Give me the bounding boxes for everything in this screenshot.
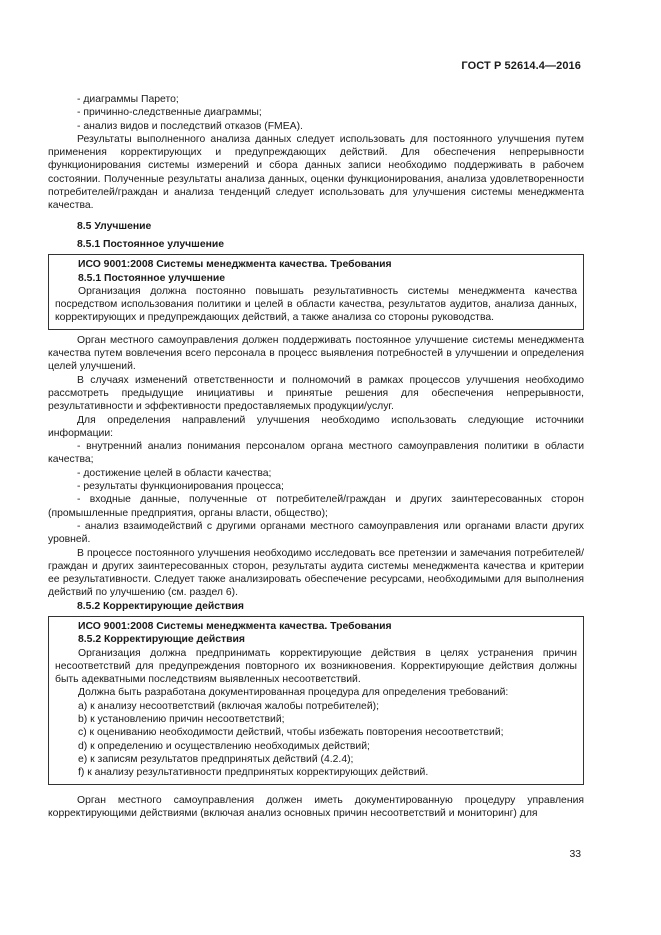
list-item: - входные данные, полученные от потребителей/граждан и других заинтересованных сторон (промышленные предприятия, органы власти, общество); <box>48 494 584 519</box>
quote-box-item: e) к записям результатов предпринятых действий (4.2.4); <box>78 753 354 765</box>
quote-box-text: Должна быть разработана документированная процедура для определения требований: <box>78 687 509 699</box>
list-item: - причинно-следственные диаграммы; <box>77 107 262 119</box>
document-code-header: ГОСТ Р 52614.4—2016 <box>461 60 581 72</box>
quote-box-item: f) к анализу результативности предпринятых корректирующих действий. <box>78 767 429 779</box>
quote-box-subtitle: 8.5.1 Постоянное улучшение <box>78 272 226 284</box>
quote-box-subtitle: 8.5.2 Корректирующие действия <box>78 634 245 646</box>
quote-box-item: d) к определению и осуществлению необходимых действий; <box>78 740 370 752</box>
quote-box-item: a) к анализу несоответствий (включая жалобы потребителей); <box>78 700 379 712</box>
section-heading-8-5-2: 8.5.2 Корректирующие действия <box>77 600 244 612</box>
list-item: - достижение целей в области качества; <box>77 467 272 479</box>
paragraph: Орган местного самоуправления должен иметь документированную процедуру управления корректирующими действиями (включая анализ основных причин несоответствий и мониторинг) для <box>48 794 584 819</box>
quote-box-title: ИСО 9001:2008 Системы менеджмента качества. Требования <box>78 259 392 271</box>
iso-quote-box-8-5-1 <box>48 254 584 329</box>
paragraph: Результаты выполненного анализа данных следует использовать для постоянного улучшения путем применения корректирующих и предупреждающих действий. Для обеспечения непрерывности функционирования системы измерений и сбора данных записи необходимо поддерживать в рабочем состоянии. Полученные результаты анализа данных, оценки функционирования, анализа удовлетворенности потребителей/граждан и анализа тенденций следует использовать для улучшения системы менеджмента качества. <box>48 133 584 212</box>
quote-box-item: b) к установлению причин несоответствий; <box>78 714 285 726</box>
section-heading-8-5-1: 8.5.1 Постоянное улучшение <box>77 238 225 250</box>
iso-quote-box-8-5-2 <box>48 616 584 785</box>
paragraph: В процессе постоянного улучшения необходимо исследовать все претензии и замечания потребителей/граждан и других заинтересованных сторон, результаты аудита системы менеджмента качества и критерии ее результативности. Следует также анализировать обеспечение ресурсами, необходимыми для выполнения действий по улучшению (см. раздел 6). <box>48 547 584 599</box>
list-item: - анализ видов и последствий отказов (FMEA). <box>77 120 303 132</box>
paragraph: Орган местного самоуправления должен поддерживать постоянное улучшение системы менеджмента качества путем вовлечения всего персонала в процесс выявления потребностей в улучшении и определения целей улучшений. <box>48 334 584 373</box>
quote-box-title: ИСО 9001:2008 Системы менеджмента качества. Требования <box>78 620 392 632</box>
quote-box-text: Организация должна предпринимать корректирующие действия в целях устранения причин несоответствий для предупреждения повторного их возникновения. Корректирующие действия должны быть адекватными последствиям выявленных несоответствий. <box>55 647 577 686</box>
section-heading-8-5: 8.5 Улучшение <box>77 220 152 232</box>
list-item: - внутренний анализ понимания персоналом органа местного самоуправления политики в области качества; <box>48 441 584 466</box>
page-content <box>48 93 584 820</box>
quote-box-text: Организация должна постоянно повышать результативность системы менеджмента качества посредством использования политики и целей в области качества, результатов аудитов, анализа данных, корректирующих и предупреждающих действий, а также анализа со стороны руководства. <box>55 285 577 324</box>
page-number: 33 <box>569 849 581 860</box>
quote-box-item: c) к оцениванию необходимости действий, чтобы избежать повторения несоответствий; <box>78 727 504 739</box>
paragraph: Для определения направлений улучшения необходимо использовать следующие источники информации: <box>48 414 584 439</box>
list-item: - анализ взаимодействий с другими органами местного самоуправления или органами власти других уровней. <box>48 520 584 546</box>
list-item: - результаты функционирования процесса; <box>77 481 284 493</box>
paragraph: В случаях изменений ответственности и полномочий в рамках процессов улучшения необходимо рассмотреть предыдущие инициативы и принятые решения для обеспечения непрерывности, результативности и эффективности предоставляемых продукции/услуг. <box>48 374 584 413</box>
list-item: - диаграммы Парето; <box>77 94 179 105</box>
